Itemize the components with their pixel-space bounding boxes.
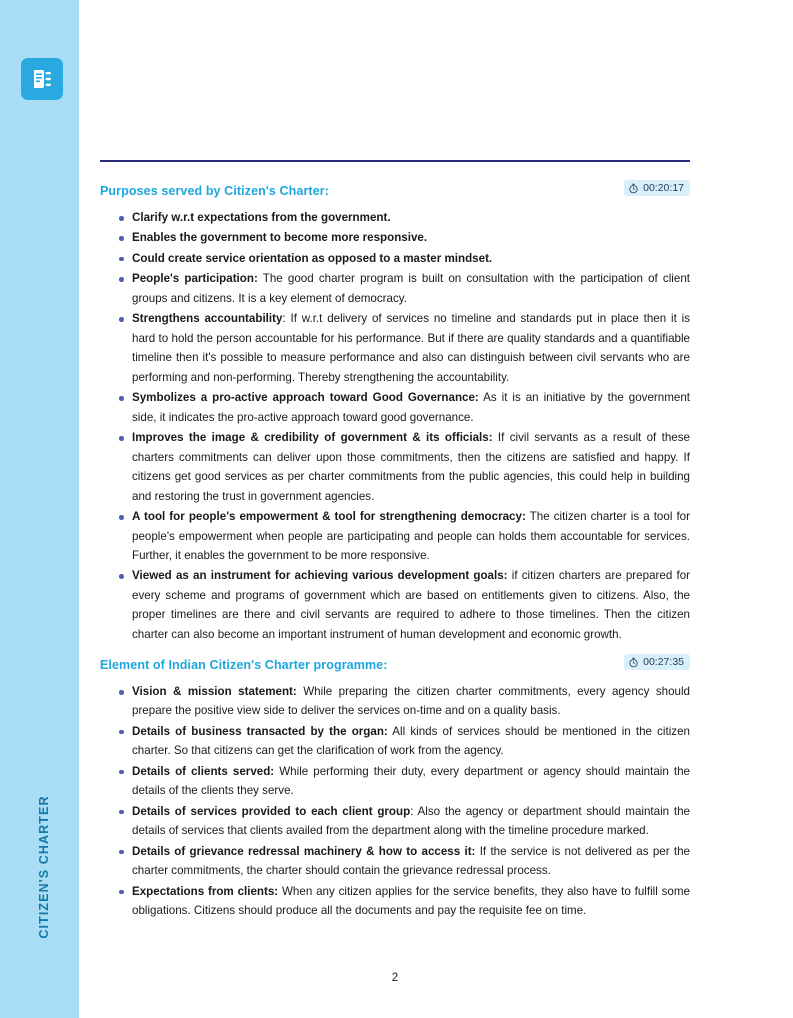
list-item: [100, 722, 690, 761]
list-item-lead: Details of business transacted by the organ:: [132, 724, 388, 738]
list-item-lead: Viewed as an instrument for achieving various development goals:: [132, 569, 508, 583]
list-item: [100, 309, 690, 387]
list-item-lead: A tool for people's empowerment & tool for strengthening democracy:: [132, 510, 526, 524]
notes-document-icon: [21, 58, 63, 100]
timestamp-badge[interactable]: [624, 180, 690, 196]
list-item-text: : Also the agency or department should maintain the details of services that clients availed from the department along with the timeline procedure marked.: [132, 804, 690, 838]
list-item-lead: Improves the image & credibility of government & its officials:: [132, 431, 493, 445]
list-item: [100, 682, 690, 721]
list-item-text: : If w.r.t delivery of services no timeline and standards put in place then it is hard to hold the person accountable for his performance. But if there are quality standards and a quantifiable timeline then it's possible to measure performance and also can distinguish between civil servants who are performing and non-performing. Thereby strengthening the accountability.: [132, 312, 690, 384]
list-item-text: When any citizen applies for the service benefits, they also have to fulfill some obligations. Citizens should produce all the documents and pay the requisite fee on time.: [132, 884, 690, 918]
purposes-list: [100, 208, 690, 644]
page-number: 2: [391, 972, 399, 984]
list-item: [100, 428, 690, 506]
timestamp-badge[interactable]: [624, 654, 690, 670]
list-item-text: if citizen charters are prepared for every scheme and programs of government which are based on entitlements given to citizens. Also, the proper timelines are there and civil servants are required to adhere to those timelines. Then the citizen charter can also become an important instrument of human development and economic growth.: [132, 569, 691, 641]
list-item-lead: Clarify w.r.t expectations from the government.: [132, 211, 391, 224]
list-item-lead: Strengthens accountability: [132, 312, 283, 326]
list-item-lead: Details of services provided to each client group: [132, 804, 411, 818]
list-item: [100, 269, 690, 308]
list-item-text: As it is an initiative by the government side, it indicates the pro-active approach toward good governance.: [132, 391, 690, 424]
list-item-text: The good charter program is built on consultation with the participation of client groups and citizens. It is a key element of democracy.: [132, 272, 690, 305]
sidebar-vertical-label-wrap: [0, 0, 79, 1018]
list-item-lead: Details of clients served:: [132, 764, 275, 778]
sidebar-vertical-label: CITIZEN'S CHARTER: [37, 795, 51, 939]
timestamp-text: 00:20:17: [643, 182, 684, 194]
list-item: [100, 507, 690, 565]
list-item: [100, 802, 690, 841]
list-item: [100, 249, 690, 268]
list-item: [100, 566, 690, 644]
list-item-text: While preparing the citizen charter commitments, every agency should prepare the positive view side to deliver the services on-time and on a quality basis.: [132, 685, 690, 718]
list-item-text: If civil servants as a result of these charters commitments can deliver upon those commitments, then the citizens are satisfied and happy. If citizens get good services as per charter commitments from the public agencies, this could help in building and restoring the trust in government agencies.: [132, 431, 690, 503]
list-item: [100, 388, 690, 427]
left-sidebar: [0, 0, 79, 1018]
timestamp-text: 00:27:35: [643, 656, 684, 668]
list-item-lead: Could create service orientation as opposed to a master mindset.: [132, 251, 493, 265]
list-item-text: While performing their duty, every department or agency should maintain the details of the clients they serve.: [132, 764, 690, 798]
list-item: [100, 762, 690, 801]
list-item-lead: Details of grievance redressal machinery & how to access it:: [132, 844, 476, 858]
section-elements: [100, 656, 690, 922]
list-item: [100, 842, 690, 881]
list-item: [100, 228, 690, 247]
list-item-lead: Vision & mission statement:: [132, 685, 297, 698]
section-header: [100, 182, 690, 202]
section-purposes: [100, 182, 690, 645]
header-divider: [100, 160, 690, 162]
page-content: [100, 0, 690, 1018]
list-item-lead: Expectations from clients:: [132, 884, 279, 898]
list-item-text: All kinds of services should be mentioned in the citizen charter. So that citizens can get the clarification of work from the agency.: [132, 724, 690, 758]
stopwatch-icon: [628, 657, 639, 668]
section-title: Purposes served by Citizen's Charter:: [100, 184, 329, 198]
list-item-text: If the service is not delivered as per the charter commitments, the charter should contain the grievance redressal process.: [132, 844, 690, 878]
list-item: [100, 208, 690, 227]
elements-list: [100, 682, 690, 921]
stopwatch-icon: [628, 183, 639, 194]
section-title: Element of Indian Citizen's Charter programme:: [100, 658, 388, 672]
list-item-lead: People's participation:: [132, 272, 258, 286]
section-header: [100, 656, 690, 676]
list-item-lead: Enables the government to become more responsive.: [132, 231, 428, 245]
list-item: [100, 882, 690, 921]
list-item-lead: Symbolizes a pro-active approach toward Good Governance:: [132, 391, 479, 405]
list-item-text: The citizen charter is a tool for people's empowerment when people are participating and people can holds them accountable for services. Further, it enables the government to be more responsive.: [132, 510, 690, 562]
